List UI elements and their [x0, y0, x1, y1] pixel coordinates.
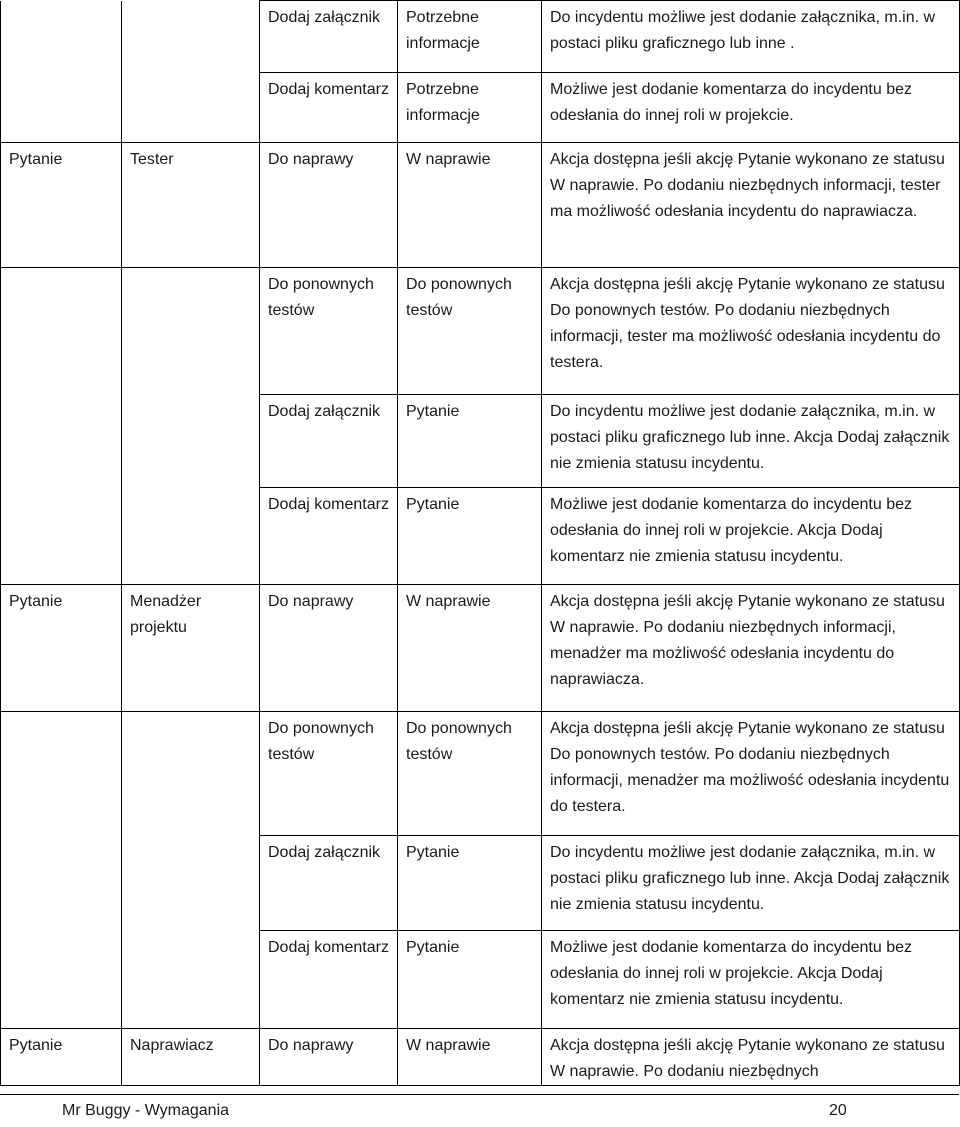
- target-status-cell: W naprawie: [398, 1029, 542, 1086]
- description-cell: Akcja dostępna jeśli akcję Pytanie wykonano ze statusu Do ponownych testów. Po dodaniu niezbędnych informacji, menadżer ma możliwość odesłania incydentu do testera.: [542, 712, 960, 836]
- target-status-cell: Pytanie: [398, 395, 542, 488]
- table-row: [1, 1, 960, 73]
- target-status-cell: W naprawie: [398, 585, 542, 712]
- table-row: [1, 836, 960, 931]
- description-cell: Możliwe jest dodanie komentarza do incydentu bez odesłania do innej roli w projekcie. Akcja Dodaj komentarz nie zmienia statusu incydentu.: [542, 488, 960, 585]
- source-status-cell: Dodaj załącznik: [260, 836, 398, 931]
- role-cell: [122, 836, 260, 931]
- target-status-cell: Do ponownych testów: [398, 712, 542, 836]
- table-row: [1, 1029, 960, 1086]
- table-row: [1, 712, 960, 836]
- role-cell: [122, 73, 260, 143]
- page-footer: [0, 1094, 959, 1127]
- role-cell: Menadżer projektu: [122, 585, 260, 712]
- role-cell: [122, 268, 260, 395]
- source-status-cell: Dodaj komentarz: [260, 73, 398, 143]
- action-cell: Pytanie: [1, 585, 122, 712]
- description-cell: Możliwe jest dodanie komentarza do incydentu bez odesłania do innej roli w projekcie.: [542, 73, 960, 143]
- action-cell: [1, 931, 122, 1029]
- target-status-cell: Pytanie: [398, 836, 542, 931]
- source-status-cell: Do naprawy: [260, 143, 398, 268]
- description-cell: Do incydentu możliwe jest dodanie załącznika, m.in. w postaci pliku graficznego lub inne. Akcja Dodaj załącznik nie zmienia statusu incydentu.: [542, 395, 960, 488]
- action-cell: [1, 395, 122, 488]
- source-status-cell: Do ponownych testów: [260, 712, 398, 836]
- role-cell: [122, 712, 260, 836]
- source-status-cell: Dodaj załącznik: [260, 395, 398, 488]
- target-status-cell: Potrzebne informacje: [398, 1, 542, 73]
- table-row: [1, 143, 960, 268]
- source-status-cell: Do naprawy: [260, 1029, 398, 1086]
- table-row: [1, 488, 960, 585]
- action-cell: [1, 488, 122, 585]
- description-cell: Możliwe jest dodanie komentarza do incydentu bez odesłania do innej roli w projekcie. Akcja Dodaj komentarz nie zmienia statusu incydentu.: [542, 931, 960, 1029]
- page-number: 20: [829, 1102, 847, 1119]
- description-cell: Akcja dostępna jeśli akcję Pytanie wykonano ze statusu W naprawie. Po dodaniu niezbędnych informacji, menadżer ma możliwość odesłania incydentu do naprawiacza.: [542, 585, 960, 712]
- action-cell: [1, 268, 122, 395]
- target-status-cell: Pytanie: [398, 931, 542, 1029]
- action-cell: [1, 836, 122, 931]
- source-status-cell: Dodaj załącznik: [260, 1, 398, 73]
- table-row: [1, 585, 960, 712]
- source-status-cell: Dodaj komentarz: [260, 488, 398, 585]
- role-cell: Tester: [122, 143, 260, 268]
- table-row: [1, 268, 960, 395]
- description-cell: Akcja dostępna jeśli akcję Pytanie wykonano ze statusu W naprawie. Po dodaniu niezbędnych: [542, 1029, 960, 1086]
- action-cell: Pytanie: [1, 143, 122, 268]
- source-status-cell: Do ponownych testów: [260, 268, 398, 395]
- target-status-cell: Do ponownych testów: [398, 268, 542, 395]
- role-cell: Naprawiacz: [122, 1029, 260, 1086]
- document-title: Mr Buggy - Wymagania: [62, 1102, 230, 1119]
- action-cell: Pytanie: [1, 1029, 122, 1086]
- target-status-cell: Potrzebne informacje: [398, 73, 542, 143]
- action-cell: [1, 712, 122, 836]
- action-cell: [1, 1, 122, 73]
- description-cell: Akcja dostępna jeśli akcję Pytanie wykonano ze statusu Do ponownych testów. Po dodaniu niezbędnych informacji, tester ma możliwość odesłania incydentu do testera.: [542, 268, 960, 395]
- role-cell: [122, 931, 260, 1029]
- table-row: [1, 73, 960, 143]
- role-cell: [122, 488, 260, 585]
- action-cell: [1, 73, 122, 143]
- source-status-cell: Dodaj komentarz: [260, 931, 398, 1029]
- table-row: [1, 395, 960, 488]
- role-cell: [122, 1, 260, 73]
- description-cell: Akcja dostępna jeśli akcję Pytanie wykonano ze statusu W naprawie. Po dodaniu niezbędnych informacji, tester ma możliwość odesłania incydentu do naprawiacza.: [542, 143, 960, 268]
- source-status-cell: Do naprawy: [260, 585, 398, 712]
- table-row: [1, 931, 960, 1029]
- target-status-cell: W naprawie: [398, 143, 542, 268]
- target-status-cell: Pytanie: [398, 488, 542, 585]
- description-cell: Do incydentu możliwe jest dodanie załącznika, m.in. w postaci pliku graficznego lub inne .: [542, 1, 960, 73]
- role-cell: [122, 395, 260, 488]
- description-cell: Do incydentu możliwe jest dodanie załącznika, m.in. w postaci pliku graficznego lub inne. Akcja Dodaj załącznik nie zmienia statusu incydentu.: [542, 836, 960, 931]
